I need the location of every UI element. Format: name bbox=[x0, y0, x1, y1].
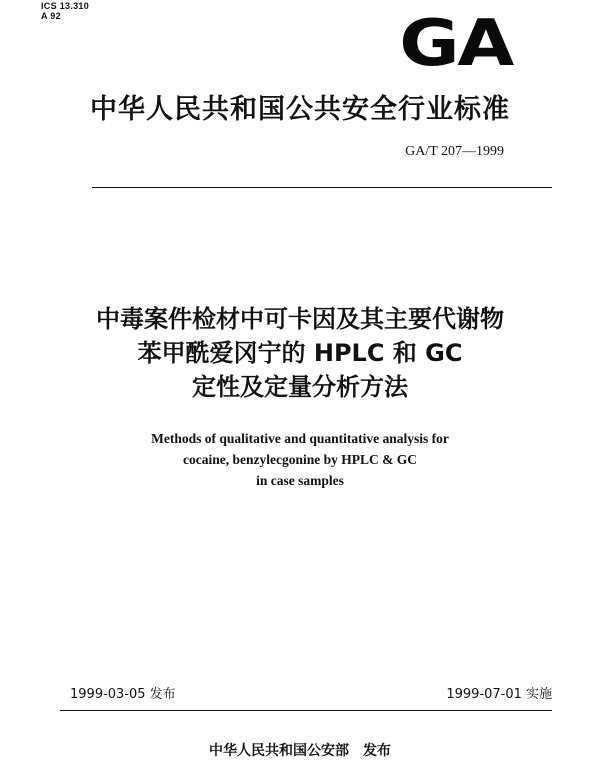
standard-number: GA/T 207—1999 bbox=[405, 144, 504, 159]
ics-code: ICS 13.310 bbox=[41, 1, 90, 11]
footer-divider bbox=[60, 710, 552, 711]
issue-date: 1999-03-05 发布 bbox=[70, 687, 176, 702]
header-divider bbox=[92, 187, 552, 188]
chinese-title bbox=[0, 302, 600, 404]
classification-codes bbox=[41, 1, 89, 21]
publisher-action: 发布 bbox=[363, 743, 391, 759]
publisher-name: 中华人民共和国公安部 bbox=[209, 743, 349, 759]
ccs-code: A 92 bbox=[41, 11, 61, 21]
implementation-date: 1999-07-01 实施 bbox=[446, 687, 552, 702]
english-title bbox=[0, 428, 600, 491]
ga-logo: GA bbox=[399, 7, 512, 81]
english-title-line-2: cocaine, benzylecgonine by HPLC & GC bbox=[183, 452, 417, 467]
chinese-title-line-3: 定性及定量分析方法 bbox=[192, 373, 408, 401]
chinese-title-line-1: 中毒案件检材中可卡因及其主要代谢物 bbox=[96, 305, 504, 333]
publisher-line bbox=[0, 742, 600, 760]
chinese-title-line-2: 苯甲酰爱冈宁的 HPLC 和 GC bbox=[137, 339, 463, 367]
english-title-line-1: Methods of qualitative and quantitative analysis for bbox=[151, 431, 449, 446]
english-title-line-3: in case samples bbox=[256, 473, 344, 488]
standard-organization-title: 中华人民共和国公共安全行业标准 bbox=[90, 94, 510, 125]
